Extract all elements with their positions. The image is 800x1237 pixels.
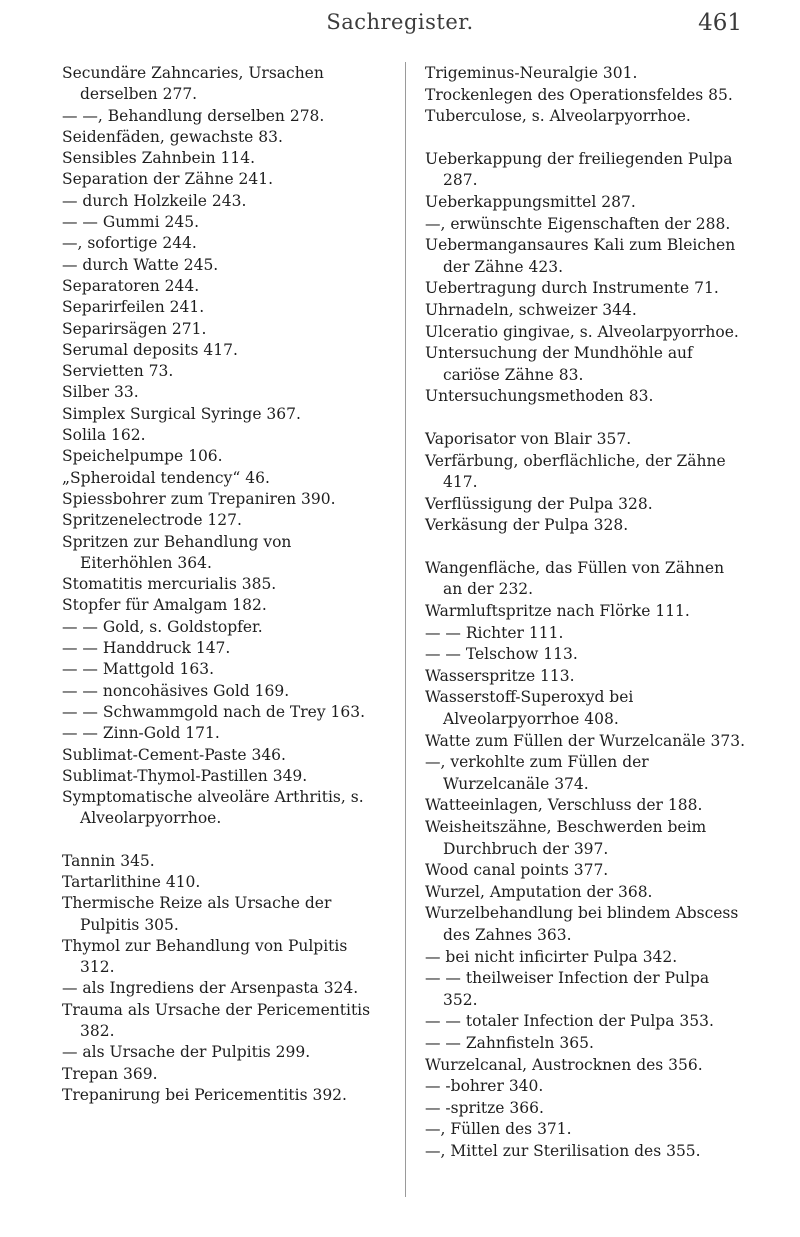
index-entry: —, erwünschte Eigenschaften der 288. xyxy=(425,214,731,233)
index-entry: Separatoren 244. xyxy=(62,276,200,295)
index-entry: — als Ingrediens der Arsenpasta 324. xyxy=(62,979,359,998)
index-entry: Secundäre Zahncaries, Ursachen derselben 277. xyxy=(62,64,324,104)
index-entry: Tuberculose, s. Alveolarpyorrhoe. xyxy=(425,107,691,126)
index-entry: — als Ursache der Pulpitis 299. xyxy=(62,1043,311,1062)
index-entry: — — Mattgold 163. xyxy=(62,660,214,679)
index-entry: Silber 33. xyxy=(62,383,139,402)
index-entry: Seidenfäden, gewachste 83. xyxy=(62,127,283,146)
index-entry: Vaporisator von Blair 357. xyxy=(425,429,632,448)
index-entry: — — Telschow 113. xyxy=(425,645,578,664)
index-entry: —, Mittel zur Sterilisation des 355. xyxy=(425,1141,701,1160)
index-entry: Verkäsung der Pulpa 328. xyxy=(425,516,629,535)
index-entry: Separirsägen 271. xyxy=(62,319,207,338)
index-entry: Spiessbohrer zum Trepaniren 390. xyxy=(62,489,336,508)
index-entry: Separirfeilen 241. xyxy=(62,298,205,317)
index-entry: — — Richter 111. xyxy=(425,623,564,642)
column-divider xyxy=(405,62,406,1197)
index-entry: Wangenfläche, das Füllen von Zähnen an der 232. xyxy=(425,558,725,599)
index-entry: — -bohrer 340. xyxy=(425,1077,544,1096)
index-entry: Trepanirung bei Pericementitis 392. xyxy=(62,1085,347,1104)
index-entry: Serumal deposits 417. xyxy=(62,340,238,359)
index-entry: —, Füllen des 371. xyxy=(425,1120,572,1139)
page-number: 461 xyxy=(698,10,742,36)
index-entry: — — Zahnfisteln 365. xyxy=(425,1033,594,1052)
index-entry: Verflüssigung der Pulpa 328. xyxy=(425,494,653,513)
index-entry: Spritzen zur Behandlung von Eiterhöhlen 364. xyxy=(62,532,292,572)
index-entry: — -spritze 366. xyxy=(425,1098,544,1117)
index-entry: Simplex Surgical Syringe 367. xyxy=(62,404,301,423)
index-entry: Stopfer für Amalgam 182. xyxy=(62,596,267,615)
index-entry: — durch Holzkeile 243. xyxy=(62,191,247,210)
index-entry: Uhrnadeln, schweizer 344. xyxy=(425,300,637,319)
index-entry: Trockenlegen des Operationsfeldes 85. xyxy=(425,85,733,104)
index-entry: Wood canal points 377. xyxy=(425,861,609,880)
index-entry: — — theilweiser Infection der Pulpa 352. xyxy=(425,969,710,1009)
index-entry: Ueberkappungsmittel 287. xyxy=(425,192,636,211)
index-entry: Wurzelcanal, Austrocknen des 356. xyxy=(425,1055,703,1074)
index-entry: Sublimat-Thymol-Pastillen 349. xyxy=(62,766,308,785)
index-entry: — — noncohäsives Gold 169. xyxy=(62,681,290,700)
page-header xyxy=(0,10,800,50)
index-entry: — — Handdruck 147. xyxy=(62,639,231,658)
index-entry: Spritzenelectrode 127. xyxy=(62,511,242,530)
index-entry: Sublimat-Cement-Paste 346. xyxy=(62,745,286,764)
index-entry: Verfärbung, oberflächliche, der Zähne 417. xyxy=(425,451,726,492)
index-entry: Wurzelbehandlung bei blindem Abscess des Zahnes 363. xyxy=(425,904,739,944)
index-entry: Servietten 73. xyxy=(62,362,174,381)
index-entry: — — Schwammgold nach de Trey 163. xyxy=(62,702,366,721)
index-entry: Trigeminus-Neuralgie 301. xyxy=(425,64,638,82)
index-entry: Trauma als Ursache der Pericementitis 382. xyxy=(62,1000,371,1041)
index-entry: Untersuchung der Mundhöhle auf cariöse Zähne 83. xyxy=(425,344,693,384)
index-column-right xyxy=(425,63,747,1163)
index-entry: Ulceratio gingivae, s. Alveolarpyorrhoe. xyxy=(425,322,739,341)
index-entry: Uebertragung durch Instrumente 71. xyxy=(425,279,719,298)
index-entry: —, sofortige 244. xyxy=(62,234,197,253)
index-entry: Wasserstoff-Superoxyd bei Alveolarpyorrhoe 408. xyxy=(425,688,634,729)
index-entry: Separation der Zähne 241. xyxy=(62,170,274,189)
running-title: Sachregister. xyxy=(326,10,474,34)
index-entry: Weisheitszähne, Beschwerden beim Durchbruch der 397. xyxy=(425,818,707,858)
index-entry: Thermische Reize als Ursache der Pulpitis 305. xyxy=(62,894,332,934)
index-column-left xyxy=(62,63,380,1106)
index-entry: Tartarlithine 410. xyxy=(62,872,201,891)
index-entry: Speichelpumpe 106. xyxy=(62,447,223,466)
index-entry: Thymol zur Behandlung von Pulpitis 312. xyxy=(62,936,348,977)
index-entry: — bei nicht inficirter Pulpa 342. xyxy=(425,947,678,966)
index-entry: Watte zum Füllen der Wurzelcanäle 373. xyxy=(425,731,746,750)
index-entry: — — Gummi 245. xyxy=(62,213,200,232)
index-entry: Ueberkappung der freiliegenden Pulpa 287. xyxy=(425,149,733,190)
index-entry: Untersuchungsmethoden 83. xyxy=(425,387,654,406)
index-entry: Warmluftspritze nach Flörke 111. xyxy=(425,602,690,621)
index-entry: Wurzel, Amputation der 368. xyxy=(425,882,653,901)
index-entry: — durch Watte 245. xyxy=(62,255,219,274)
index-entry: — — totaler Infection der Pulpa 353. xyxy=(425,1012,714,1031)
index-entry: —, verkohlte zum Füllen der Wurzelcanäle 374. xyxy=(425,753,649,793)
index-entry: Tannin 345. xyxy=(62,851,155,870)
index-entry: — —, Behandlung derselben 278. xyxy=(62,106,325,125)
index-entry: Sensibles Zahnbein 114. xyxy=(62,149,256,168)
index-entry: Trepan 369. xyxy=(62,1064,158,1083)
index-entry: „Spheroidal tendency“ 46. xyxy=(62,468,270,487)
index-entry: Solila 162. xyxy=(62,426,146,445)
index-entry: Wasserspritze 113. xyxy=(425,666,575,685)
index-entry: Uebermangansaures Kali zum Bleichen der Zähne 423. xyxy=(425,236,736,276)
index-entry: — — Zinn-Gold 171. xyxy=(62,724,220,743)
index-entry: — — Gold, s. Goldstopfer. xyxy=(62,617,263,636)
index-entry: Watteeinlagen, Verschluss der 188. xyxy=(425,796,703,815)
index-entry: Stomatitis mercurialis 385. xyxy=(62,575,277,594)
index-entry: Symptomatische alveoläre Arthritis, s. Alveolarpyorrhoe. xyxy=(62,788,364,828)
